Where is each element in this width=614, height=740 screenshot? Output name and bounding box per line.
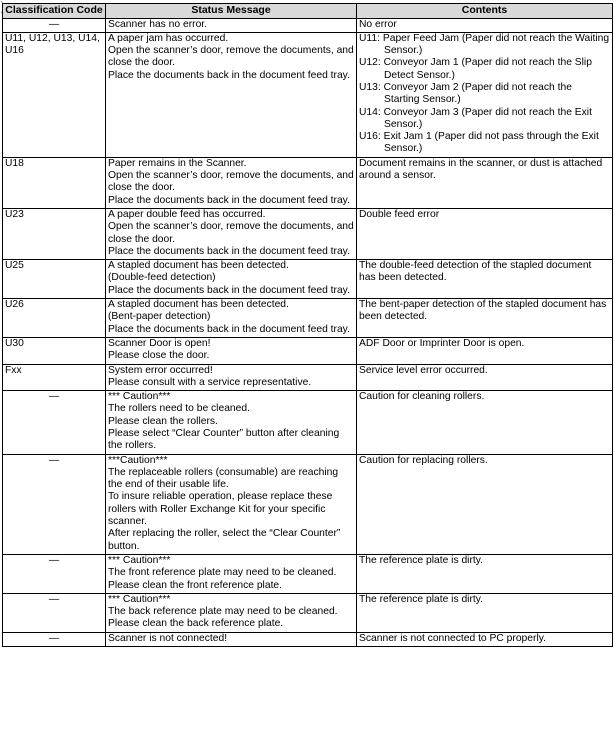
classification-code-cell: Fxx	[3, 364, 106, 391]
contents-line: Caution for replacing rollers.	[359, 454, 488, 466]
contents-item: U11: Paper Feed Jam (Paper did not reach the Waiting Sensor.)	[359, 32, 610, 57]
contents-cell	[357, 299, 613, 338]
contents-item: U16: Exit Jam 1 (Paper did not pass through the Exit Sensor.)	[359, 131, 599, 155]
table-row	[3, 32, 613, 157]
contents-cell	[357, 260, 613, 299]
status-message-line: Scanner Door is open!	[108, 337, 211, 349]
classification-code-cell: U26	[3, 299, 106, 338]
contents-line: No error	[359, 18, 397, 30]
status-message-cell	[106, 593, 357, 632]
status-message-line: Paper remains in the Scanner.	[108, 157, 247, 169]
contents-line: Document remains in the scanner, or dust is attached around a sensor.	[359, 157, 603, 182]
contents-cell	[357, 593, 613, 632]
contents-cell	[357, 32, 613, 157]
status-message-cell	[106, 208, 357, 259]
contents-line: Double feed error	[359, 208, 440, 220]
status-message-line: ***Caution***	[108, 454, 168, 466]
contents-line: The double-feed detection of the stapled document has been detected.	[359, 260, 592, 284]
table-header-row	[3, 4, 613, 19]
status-message-line: Open the scanner’s door, remove the documents, and close the door.	[108, 170, 354, 194]
status-message-line: To insure reliable operation, please replace these rollers with Roller Exchange Kit for your specific scanner.	[108, 491, 333, 528]
status-message-cell	[106, 454, 357, 554]
contents-cell	[357, 337, 613, 364]
classification-code-cell: U23	[3, 208, 106, 259]
classification-code-cell: —	[3, 454, 106, 554]
status-message-line: Please consult with a service representative.	[108, 376, 312, 388]
contents-line: The reference plate is dirty.	[359, 554, 483, 566]
status-message-line: The back reference plate may need to be cleaned.	[108, 606, 338, 618]
status-message-line: Please close the door.	[108, 350, 210, 362]
status-message-line: Place the documents back in the document feed tray.	[108, 194, 350, 206]
table-row	[3, 593, 613, 632]
status-message-line: A paper double feed has occurred.	[108, 208, 266, 220]
status-message-line: System error occurred!	[108, 364, 213, 376]
status-message-line: Place the documents back in the document feed tray.	[108, 284, 350, 296]
status-message-line: Place the documents back in the document feed tray.	[108, 323, 350, 335]
classification-code-cell: U30	[3, 337, 106, 364]
status-message-line: Please select “Clear Counter” button after cleaning the rollers.	[108, 428, 340, 452]
status-message-cell	[106, 554, 357, 593]
classification-code-cell: —	[3, 18, 106, 32]
status-message-cell	[106, 337, 357, 364]
contents-cell	[357, 554, 613, 593]
status-message-cell	[106, 391, 357, 454]
status-message-line: The replaceable rollers (consumable) are reaching the end of their usable life.	[108, 466, 339, 491]
table-row	[3, 391, 613, 454]
status-message-line: A stapled document has been detected.	[108, 299, 289, 311]
status-message-cell	[106, 18, 357, 32]
table-body	[3, 18, 613, 647]
status-message-line: Scanner is not connected!	[108, 632, 228, 644]
classification-code-cell: —	[3, 391, 106, 454]
status-message-line: Place the documents back in the document feed tray.	[108, 69, 350, 81]
contents-cell	[357, 157, 613, 208]
classification-code-cell: U25	[3, 260, 106, 299]
status-message-line: (Double-feed detection)	[108, 272, 216, 284]
error-code-table	[2, 3, 613, 647]
status-message-line: After replacing the roller, select the “Clear Counter” button.	[108, 528, 341, 552]
status-message-cell	[106, 32, 357, 157]
table-row	[3, 208, 613, 259]
contents-line: Service level error occurred.	[359, 364, 488, 376]
status-message-line: Open the scanner’s door, remove the documents, and close the door.	[108, 45, 354, 69]
status-message-line: Please clean the back reference plate.	[108, 618, 284, 630]
contents-cell	[357, 391, 613, 454]
status-message-line: *** Caution***	[108, 593, 171, 605]
status-message-cell	[106, 157, 357, 208]
table-row	[3, 337, 613, 364]
contents-line: Caution for cleaning rollers.	[359, 391, 485, 403]
status-message-line: Please clean the rollers.	[108, 415, 218, 427]
status-message-cell	[106, 364, 357, 391]
table-row	[3, 554, 613, 593]
table-row	[3, 260, 613, 299]
status-message-line: *** Caution***	[108, 391, 171, 403]
status-message-line: The front reference plate may need to be cleaned.	[108, 567, 337, 579]
contents-item: U12: Conveyor Jam 1 (Paper did not reach the Slip Detect Sensor.)	[359, 57, 592, 81]
status-message-cell	[106, 632, 357, 646]
contents-cell	[357, 364, 613, 391]
status-message-line: Scanner has no error.	[108, 18, 208, 30]
contents-line: The bent-paper detection of the stapled document has been detected.	[359, 299, 607, 323]
header-status-message: Status Message	[106, 4, 357, 19]
contents-line: ADF Door or Imprinter Door is open.	[359, 337, 525, 349]
status-message-cell	[106, 260, 357, 299]
classification-code-cell: U18	[3, 157, 106, 208]
table-row	[3, 364, 613, 391]
classification-code-cell: —	[3, 593, 106, 632]
contents-cell	[357, 632, 613, 646]
status-message-line: Please clean the front reference plate.	[108, 579, 283, 591]
contents-item: U13: Conveyor Jam 2 (Paper did not reach the Starting Sensor.)	[359, 81, 572, 106]
classification-code-cell: —	[3, 554, 106, 593]
contents-line: The reference plate is dirty.	[359, 593, 483, 605]
header-contents: Contents	[357, 4, 613, 19]
classification-code-cell: U11, U12, U13, U14, U16	[3, 32, 106, 157]
header-classification-code: Classification Code	[3, 4, 106, 19]
status-message-line: A stapled document has been detected.	[108, 260, 289, 272]
status-message-line: The rollers need to be cleaned.	[108, 403, 250, 415]
table-row	[3, 157, 613, 208]
status-message-line: Open the scanner’s door, remove the documents, and close the door.	[108, 221, 354, 245]
status-message-line: *** Caution***	[108, 554, 171, 566]
contents-line: Scanner is not connected to PC properly.	[359, 632, 546, 644]
status-message-cell	[106, 299, 357, 338]
contents-cell	[357, 454, 613, 554]
status-message-line: Place the documents back in the document feed tray.	[108, 245, 350, 257]
contents-cell	[357, 208, 613, 259]
table-row	[3, 299, 613, 338]
contents-item: U14: Conveyor Jam 3 (Paper did not reach the Exit Sensor.)	[359, 106, 592, 130]
contents-cell	[357, 18, 613, 32]
table-row	[3, 18, 613, 32]
table-row	[3, 632, 613, 646]
status-message-line: (Bent-paper detection)	[108, 311, 211, 323]
classification-code-cell: —	[3, 632, 106, 646]
table-row	[3, 454, 613, 554]
status-message-line: A paper jam has occurred.	[108, 32, 229, 44]
